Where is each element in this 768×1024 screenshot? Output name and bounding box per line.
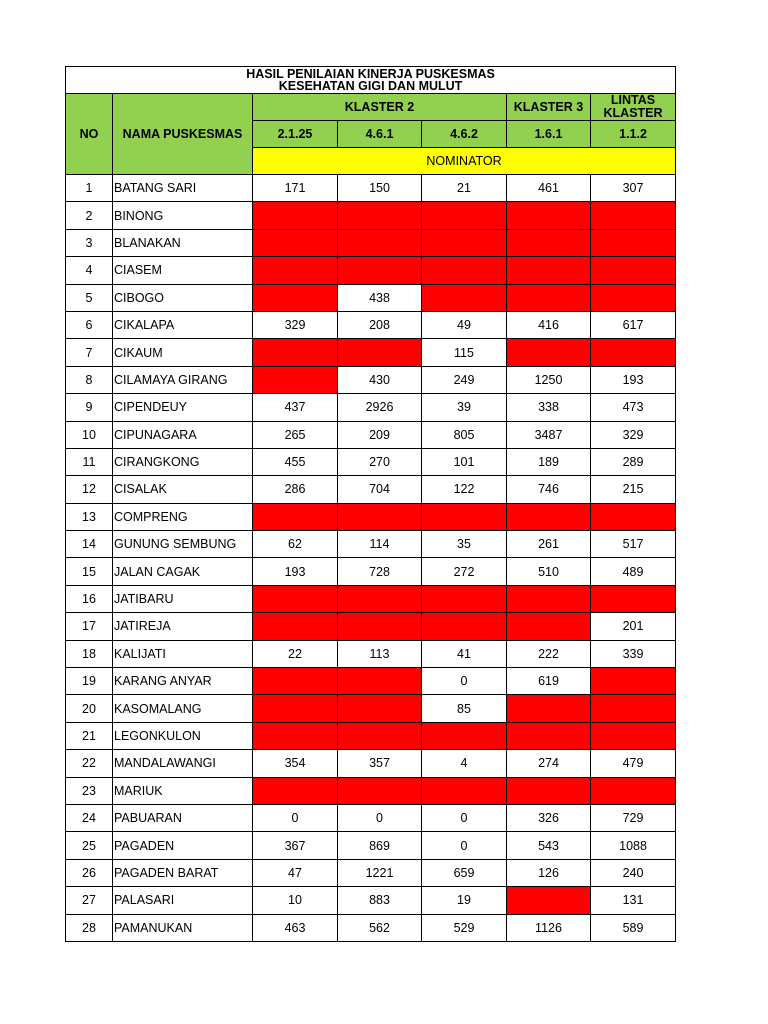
missing-value-cell [507,202,591,229]
value-cell: 1088 [591,832,676,859]
table-row [66,832,676,859]
value-cell: 189 [507,448,591,475]
value-cell: 1221 [338,859,422,886]
table-row [66,202,676,229]
missing-value-cell [422,202,507,229]
value-cell: 307 [591,175,676,202]
puskesmas-name: MARIUK [113,777,253,804]
value-cell: 357 [338,750,422,777]
table-row [66,585,676,612]
header-lintas-line-2: KLASTER [603,106,663,120]
row-number: 17 [66,613,113,640]
missing-value-cell [253,777,338,804]
row-number: 9 [66,394,113,421]
missing-value-cell [422,585,507,612]
value-cell: 113 [338,640,422,667]
value-cell: 10 [253,887,338,914]
value-cell: 0 [422,668,507,695]
value-cell: 461 [507,175,591,202]
value-cell: 746 [507,476,591,503]
missing-value-cell [507,777,591,804]
missing-value-cell [422,777,507,804]
value-cell: 430 [338,366,422,393]
missing-value-cell [338,339,422,366]
missing-value-cell [253,695,338,722]
value-cell: 39 [422,394,507,421]
value-cell: 543 [507,832,591,859]
table-row [66,914,676,941]
value-cell: 617 [591,311,676,338]
row-number: 2 [66,202,113,229]
table-row [66,476,676,503]
missing-value-cell [422,503,507,530]
missing-value-cell [591,284,676,311]
title-line-2: KESEHATAN GIGI DAN MULUT [278,79,463,93]
header-no: NO [66,94,113,175]
table-row [66,339,676,366]
value-cell: 0 [422,804,507,831]
missing-value-cell [422,722,507,749]
row-number: 24 [66,804,113,831]
value-cell: 805 [422,421,507,448]
table-row [66,750,676,777]
puskesmas-name: PAGADEN [113,832,253,859]
value-cell: 4 [422,750,507,777]
value-cell: 240 [591,859,676,886]
row-number: 11 [66,448,113,475]
row-number: 23 [66,777,113,804]
table-row [66,503,676,530]
table-row [66,613,676,640]
value-cell: 21 [422,175,507,202]
missing-value-cell [338,585,422,612]
value-cell: 0 [253,804,338,831]
header-code-1-6-1: 1.6.1 [507,121,591,148]
table-row [66,558,676,585]
table-row [66,804,676,831]
missing-value-cell [338,668,422,695]
table-row [66,640,676,667]
table-title [66,67,676,94]
missing-value-cell [253,202,338,229]
missing-value-cell [422,284,507,311]
value-cell: 270 [338,448,422,475]
missing-value-cell [253,366,338,393]
value-cell: 41 [422,640,507,667]
value-cell: 619 [507,668,591,695]
value-cell: 222 [507,640,591,667]
missing-value-cell [253,503,338,530]
value-cell: 329 [591,421,676,448]
table-row [66,257,676,284]
missing-value-cell [422,229,507,256]
puskesmas-name: CIASEM [113,257,253,284]
performance-table [65,66,676,942]
row-number: 28 [66,914,113,941]
value-cell: 455 [253,448,338,475]
puskesmas-name: BATANG SARI [113,175,253,202]
missing-value-cell [253,229,338,256]
missing-value-cell [338,722,422,749]
missing-value-cell [507,722,591,749]
value-cell: 19 [422,887,507,914]
puskesmas-name: CIKALAPA [113,311,253,338]
row-number: 3 [66,229,113,256]
table-row [66,448,676,475]
missing-value-cell [338,202,422,229]
value-cell: 201 [591,613,676,640]
row-number: 26 [66,859,113,886]
row-number: 18 [66,640,113,667]
puskesmas-name: MANDALAWANGI [113,750,253,777]
value-cell: 367 [253,832,338,859]
value-cell: 510 [507,558,591,585]
value-cell: 883 [338,887,422,914]
header-klaster-2: KLASTER 2 [253,94,507,121]
missing-value-cell [507,887,591,914]
header-name: NAMA PUSKESMAS [113,94,253,175]
value-cell: 122 [422,476,507,503]
table-row [66,695,676,722]
row-number: 22 [66,750,113,777]
value-cell: 208 [338,311,422,338]
missing-value-cell [591,257,676,284]
puskesmas-name: GUNUNG SEMBUNG [113,531,253,558]
puskesmas-name: PAGADEN BARAT [113,859,253,886]
puskesmas-name: BINONG [113,202,253,229]
row-number: 20 [66,695,113,722]
puskesmas-name: PABUARAN [113,804,253,831]
header-code-4-6-1: 4.6.1 [338,121,422,148]
value-cell: 1126 [507,914,591,941]
value-cell: 193 [591,366,676,393]
missing-value-cell [253,339,338,366]
puskesmas-name: JATIBARU [113,585,253,612]
value-cell: 289 [591,448,676,475]
value-cell: 62 [253,531,338,558]
puskesmas-name: CIPENDEUY [113,394,253,421]
missing-value-cell [253,668,338,695]
value-cell: 85 [422,695,507,722]
row-number: 12 [66,476,113,503]
value-cell: 869 [338,832,422,859]
puskesmas-name: JALAN CAGAK [113,558,253,585]
value-cell: 49 [422,311,507,338]
missing-value-cell [591,229,676,256]
puskesmas-name: JATIREJA [113,613,253,640]
missing-value-cell [591,777,676,804]
missing-value-cell [338,257,422,284]
row-number: 7 [66,339,113,366]
row-number: 4 [66,257,113,284]
missing-value-cell [591,339,676,366]
value-cell: 728 [338,558,422,585]
value-cell: 489 [591,558,676,585]
header-code-4-6-2: 4.6.2 [422,121,507,148]
missing-value-cell [507,613,591,640]
nominator-banner: NOMINATOR [253,148,676,175]
table-row [66,394,676,421]
value-cell: 326 [507,804,591,831]
missing-value-cell [422,613,507,640]
value-cell: 261 [507,531,591,558]
missing-value-cell [591,722,676,749]
table-row [66,887,676,914]
table-row [66,722,676,749]
row-number: 15 [66,558,113,585]
puskesmas-name: LEGONKULON [113,722,253,749]
value-cell: 114 [338,531,422,558]
value-cell: 338 [507,394,591,421]
header-klaster-3: KLASTER 3 [507,94,591,121]
missing-value-cell [507,503,591,530]
row-number: 19 [66,668,113,695]
value-cell: 0 [422,832,507,859]
value-cell: 463 [253,914,338,941]
missing-value-cell [338,503,422,530]
table-row [66,311,676,338]
table-row [66,531,676,558]
header-code-1-1-2: 1.1.2 [591,121,676,148]
value-cell: 479 [591,750,676,777]
row-number: 13 [66,503,113,530]
missing-value-cell [507,257,591,284]
row-number: 5 [66,284,113,311]
missing-value-cell [507,229,591,256]
value-cell: 131 [591,887,676,914]
missing-value-cell [253,613,338,640]
missing-value-cell [507,284,591,311]
row-number: 6 [66,311,113,338]
missing-value-cell [338,229,422,256]
header-lintas-klaster [591,94,676,121]
missing-value-cell [591,503,676,530]
value-cell: 659 [422,859,507,886]
value-cell: 272 [422,558,507,585]
value-cell: 529 [422,914,507,941]
puskesmas-name: KARANG ANYAR [113,668,253,695]
value-cell: 473 [591,394,676,421]
table-row [66,175,676,202]
row-number: 21 [66,722,113,749]
title-line-1: HASIL PENILAIAN KINERJA PUSKESMAS [246,67,495,81]
value-cell: 437 [253,394,338,421]
value-cell: 562 [338,914,422,941]
value-cell: 2926 [338,394,422,421]
table-row [66,859,676,886]
table-row [66,668,676,695]
row-number: 8 [66,366,113,393]
value-cell: 47 [253,859,338,886]
missing-value-cell [253,257,338,284]
row-number: 16 [66,585,113,612]
value-cell: 329 [253,311,338,338]
puskesmas-name: BLANAKAN [113,229,253,256]
puskesmas-name: KASOMALANG [113,695,253,722]
value-cell: 3487 [507,421,591,448]
row-number: 1 [66,175,113,202]
missing-value-cell [253,585,338,612]
puskesmas-name: CISALAK [113,476,253,503]
value-cell: 438 [338,284,422,311]
missing-value-cell [591,695,676,722]
puskesmas-name: CIKAUM [113,339,253,366]
missing-value-cell [338,613,422,640]
missing-value-cell [507,695,591,722]
value-cell: 354 [253,750,338,777]
table-row [66,284,676,311]
value-cell: 193 [253,558,338,585]
puskesmas-name: PALASARI [113,887,253,914]
value-cell: 115 [422,339,507,366]
row-number: 10 [66,421,113,448]
puskesmas-name: KALIJATI [113,640,253,667]
value-cell: 150 [338,175,422,202]
value-cell: 171 [253,175,338,202]
missing-value-cell [253,284,338,311]
missing-value-cell [591,202,676,229]
value-cell: 101 [422,448,507,475]
value-cell: 35 [422,531,507,558]
row-number: 27 [66,887,113,914]
header-code-2-1-25: 2.1.25 [253,121,338,148]
value-cell: 215 [591,476,676,503]
value-cell: 589 [591,914,676,941]
value-cell: 126 [507,859,591,886]
value-cell: 0 [338,804,422,831]
header-lintas-line-1: LINTAS [610,93,656,107]
table-row [66,421,676,448]
value-cell: 729 [591,804,676,831]
value-cell: 517 [591,531,676,558]
value-cell: 249 [422,366,507,393]
row-number: 14 [66,531,113,558]
missing-value-cell [422,257,507,284]
missing-value-cell [338,695,422,722]
row-number: 25 [66,832,113,859]
table-row [66,777,676,804]
value-cell: 416 [507,311,591,338]
puskesmas-name: CIBOGO [113,284,253,311]
puskesmas-name: PAMANUKAN [113,914,253,941]
missing-value-cell [338,777,422,804]
value-cell: 209 [338,421,422,448]
missing-value-cell [591,585,676,612]
value-cell: 286 [253,476,338,503]
missing-value-cell [591,668,676,695]
puskesmas-name: CILAMAYA GIRANG [113,366,253,393]
missing-value-cell [507,585,591,612]
value-cell: 22 [253,640,338,667]
table-row [66,229,676,256]
missing-value-cell [507,339,591,366]
value-cell: 274 [507,750,591,777]
puskesmas-name: CIRANGKONG [113,448,253,475]
value-cell: 339 [591,640,676,667]
value-cell: 265 [253,421,338,448]
value-cell: 1250 [507,366,591,393]
value-cell: 704 [338,476,422,503]
table-row [66,366,676,393]
puskesmas-name: CIPUNAGARA [113,421,253,448]
missing-value-cell [253,722,338,749]
puskesmas-name: COMPRENG [113,503,253,530]
